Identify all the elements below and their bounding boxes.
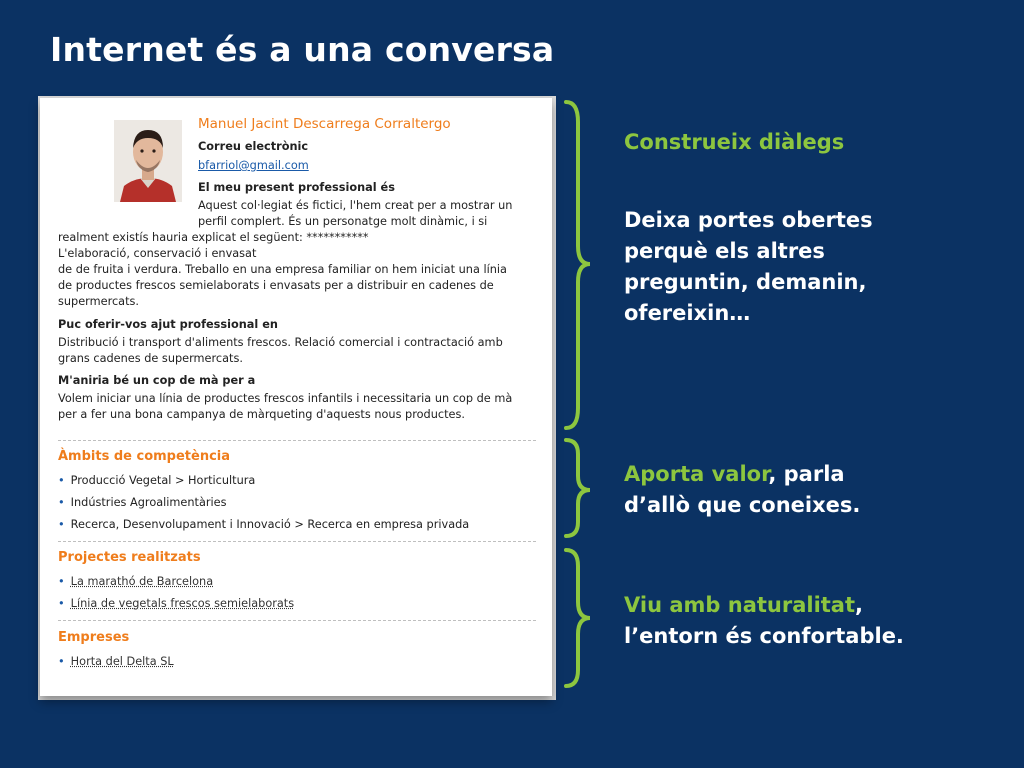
block1-line: preguntin, demanin, bbox=[624, 270, 867, 294]
block1-line: perquè els altres bbox=[624, 239, 825, 263]
present-text-line: supermercats. bbox=[58, 295, 140, 308]
need-text-line: per a fer una bona campanya de màrqueting d'aquests nous productes. bbox=[58, 408, 465, 421]
block2-line: d’allò que coneixes. bbox=[624, 493, 861, 517]
competence-item: Producció Vegetal > Horticultura bbox=[70, 474, 256, 487]
block1-line: Deixa portes obertes bbox=[624, 208, 873, 232]
competence-heading: Àmbits de competència bbox=[58, 449, 231, 464]
block2-line bbox=[624, 459, 984, 490]
list-item bbox=[58, 574, 528, 589]
divider bbox=[58, 541, 536, 542]
email-label: Correu electrònic bbox=[198, 140, 309, 153]
bullet-icon: • bbox=[58, 474, 65, 487]
block3-line bbox=[624, 590, 984, 621]
block3-rest: , bbox=[855, 593, 864, 617]
list-item bbox=[58, 596, 528, 611]
projects-heading: Projectes realitzats bbox=[58, 550, 201, 565]
competence-item: Indústries Agroalimentàries bbox=[70, 496, 227, 509]
profile-photo bbox=[114, 120, 182, 202]
block1-line: ofereixin… bbox=[624, 301, 751, 325]
list-item bbox=[58, 495, 528, 510]
company-link[interactable]: Horta del Delta SL bbox=[70, 655, 174, 668]
curly-brace-icon bbox=[560, 98, 600, 698]
profile-card bbox=[40, 98, 552, 696]
help-text-line: grans cadenes de supermercats. bbox=[58, 352, 243, 365]
block2-highlight: Aporta valor bbox=[624, 462, 769, 486]
project-link[interactable]: La marathó de Barcelona bbox=[70, 575, 214, 588]
divider bbox=[58, 440, 536, 441]
divider bbox=[58, 620, 536, 621]
person-avatar-icon bbox=[114, 120, 182, 202]
list-item bbox=[58, 473, 528, 488]
list-item bbox=[58, 517, 528, 532]
block1-heading: Construeix diàlegs bbox=[624, 130, 845, 154]
help-heading: Puc oferir-vos ajut professional en bbox=[58, 318, 278, 331]
present-text-line: Aquest col·legiat és fictici, l'hem creat per a mostrar un bbox=[198, 199, 513, 212]
need-text-line: Volem iniciar una línia de productes frescos infantils i necessitaria un cop de mà bbox=[58, 392, 513, 405]
help-text-line: Distribució i transport d'aliments frescos. Relació comercial i contractació amb bbox=[58, 336, 503, 349]
present-text-line: de productes frescos semielaborats i envasats per a distribuir en cadenes de bbox=[58, 279, 494, 292]
companies-heading: Empreses bbox=[58, 630, 130, 645]
competence-item: Recerca, Desenvolupament i Innovació > Recerca en empresa privada bbox=[70, 518, 470, 531]
present-heading: El meu present professional és bbox=[198, 181, 395, 194]
slide-title: Internet és a una conversa bbox=[50, 30, 555, 69]
present-text-line: L'elaboració, conservació i envasat bbox=[58, 247, 257, 260]
list-item bbox=[58, 654, 528, 669]
block2-rest: , parla bbox=[768, 462, 845, 486]
bullet-icon: • bbox=[58, 575, 65, 588]
bullet-icon: • bbox=[58, 518, 65, 531]
present-text-line: realment existís hauria explicat el següent: *********** bbox=[58, 231, 369, 244]
block3-highlight: Viu amb naturalitat bbox=[624, 593, 856, 617]
present-text-line: de de fruita i verdura. Treballo en una empresa familiar on hem iniciat una línia bbox=[58, 263, 507, 276]
bullet-icon: • bbox=[58, 496, 65, 509]
block3-line: l’entorn és confortable. bbox=[624, 624, 904, 648]
bullet-icon: • bbox=[58, 655, 65, 668]
bullet-icon: • bbox=[58, 597, 65, 610]
project-link[interactable]: Línia de vegetals frescos semielaborats bbox=[70, 597, 295, 610]
profile-name: Manuel Jacint Descarrega Corraltergo bbox=[198, 116, 451, 132]
need-heading: M'aniria bé un cop de mà per a bbox=[58, 374, 256, 387]
present-text-line: perfil complert. És un personatge molt dinàmic, i si bbox=[198, 215, 488, 228]
email-link[interactable]: bfarriol@gmail.com bbox=[198, 159, 309, 172]
